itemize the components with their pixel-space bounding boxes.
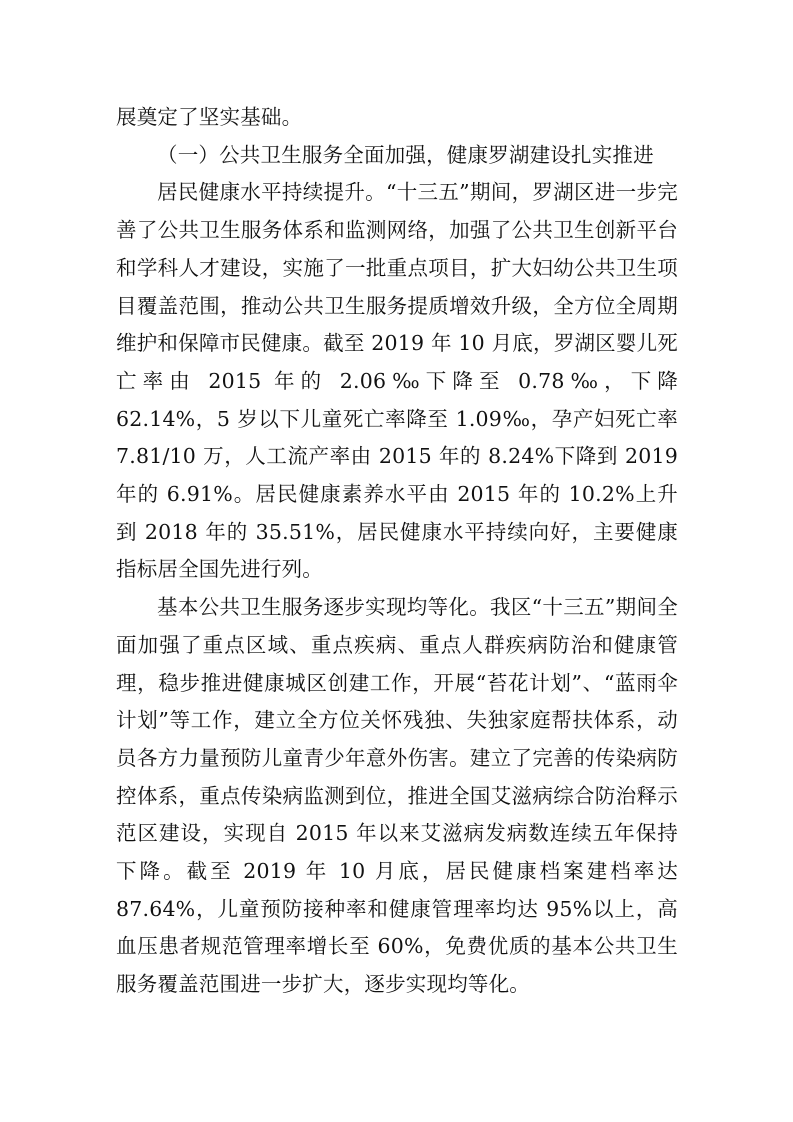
paragraph-public-health-services: 基本公共卫生服务逐步实现均等化。我区“十三五”期间全面加强了重点区域、重点疾病、重点人群疾病防治和健康管理，稳步推进健康城区创建工作，开展“苔花计划”、“蓝雨伞计划”等工作，建立全方位关怀残独、失独家庭帮扶体系，动员各方力量预防儿童青少年意外伤害。建立了完善的传染病防控体系，重点传染病监测到位，推进全国艾滋病综合防治释示范区建设，实现自 2015 年以来艾滋病发病数连续五年保持下降。截至 2019 年 10 月底，居民健康档案建档率达 87.64%，儿童预防接种率和健康管理率均达 95%以上，高血压患者规范管理率增长至 60%，免费优质的基本公共卫生服务覆盖范围进一步扩大，逐步实现均等化。 bbox=[116, 595, 678, 997]
document-body bbox=[116, 99, 678, 1004]
paragraph-health-level: 居民健康水平持续提升。“十三五”期间，罗湖区进一步完善了公共卫生服务体系和监测网络，加强了公共卫生创新平台和学科人才建设，实施了一批重点项目，扩大妇幼公共卫生项目覆盖范围，推动公共卫生服务提质增效升级，全方位全周期维护和保障市民健康。截至 2019 年 10 月底，罗湖区婴儿死亡率由 2015 年的 2.06‰下降至 0.78‰，下降 62.14%，5 岁以下儿童死亡率降至 1.09‰，孕产妇死亡率 7.81/10 万，人工流产率由 2015 年的 8.24%下降到 2019 年的 6.91%。居民健康素养水平由 2015 年的 10.2%上升到 2018 年的 35.51%，居民健康水平持续向好，主要健康指标居全国先进行列。 bbox=[116, 180, 678, 582]
paragraph-continuation: 展奠定了坚实基础。 bbox=[116, 105, 303, 129]
section-heading: （一）公共卫生服务全面加强，健康罗湖建设扎实推进 bbox=[157, 142, 654, 167]
